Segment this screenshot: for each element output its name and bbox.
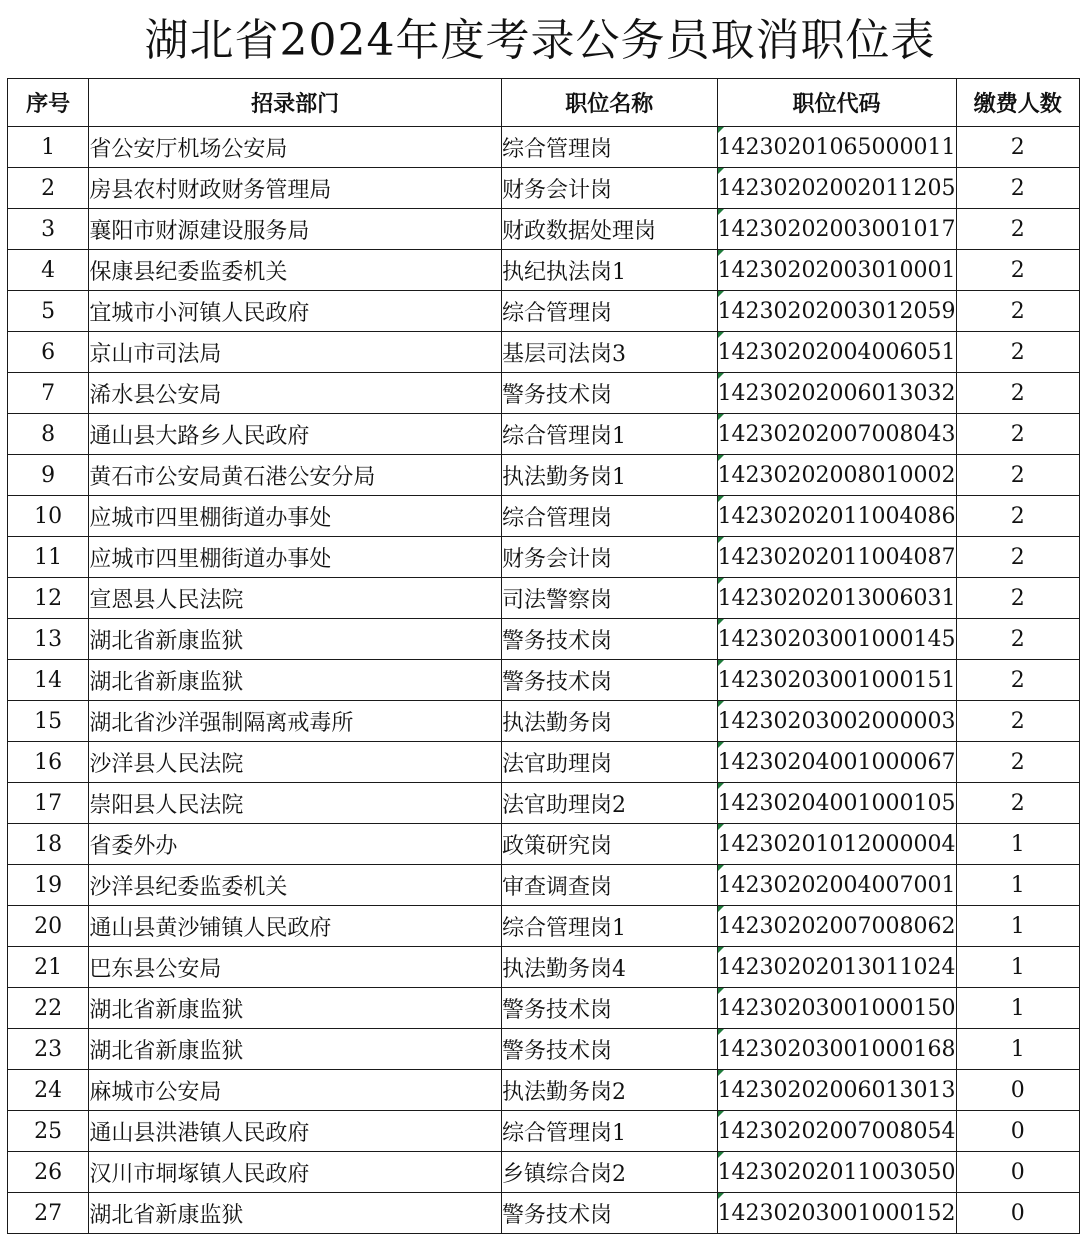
page-title: 湖北省2024年度考录公务员取消职位表: [144, 15, 936, 66]
table-row: [8, 988, 1080, 1029]
paid-count-cell: 2: [956, 250, 1079, 291]
position-name-cell: 司法警察岗: [502, 578, 718, 619]
row-index-cell: 1: [8, 127, 89, 168]
position-name-cell: 执法勤务岗2: [502, 1070, 718, 1111]
position-code-cell: 14230203001000152: [717, 1193, 956, 1234]
table-row: [8, 455, 1080, 496]
position-code-cell: 14230203001000150: [717, 988, 956, 1029]
department-cell: 巴东县公安局: [89, 947, 502, 988]
position-name-cell: 政策研究岗: [502, 824, 718, 865]
paid-count-cell: 2: [956, 783, 1079, 824]
table-row: [8, 332, 1080, 373]
row-index-cell: 10: [8, 496, 89, 537]
paid-count-cell: 1: [956, 824, 1079, 865]
row-index-cell: 2: [8, 168, 89, 209]
table-row: [8, 1070, 1080, 1111]
table-row: [8, 1111, 1080, 1152]
table-row: [8, 127, 1080, 168]
table-row: [8, 619, 1080, 660]
position-code-cell: 14230202008010002: [717, 455, 956, 496]
paid-count-cell: 2: [956, 332, 1079, 373]
position-code-cell: 14230202002011205: [717, 168, 956, 209]
row-index-cell: 14: [8, 660, 89, 701]
position-code-cell: 14230203002000003: [717, 701, 956, 742]
paid-count-cell: 0: [956, 1193, 1079, 1234]
table-row: [8, 742, 1080, 783]
row-index-cell: 3: [8, 209, 89, 250]
position-code-cell: 14230203001000168: [717, 1029, 956, 1070]
table-row: [8, 865, 1080, 906]
position-name-cell: 执法勤务岗: [502, 701, 718, 742]
row-index-cell: 19: [8, 865, 89, 906]
table-row: [8, 1193, 1080, 1234]
table-row: [8, 291, 1080, 332]
department-cell: 沙洋县纪委监委机关: [89, 865, 502, 906]
paid-count-cell: 2: [956, 742, 1079, 783]
department-cell: 通山县大路乡人民政府: [89, 414, 502, 455]
department-cell: 浠水县公安局: [89, 373, 502, 414]
paid-count-cell: 2: [956, 209, 1079, 250]
row-index-cell: 22: [8, 988, 89, 1029]
row-index-cell: 15: [8, 701, 89, 742]
department-cell: 黄石市公安局黄石港公安分局: [89, 455, 502, 496]
table-row: [8, 373, 1080, 414]
position-code-cell: 14230202011003050: [717, 1152, 956, 1193]
paid-count-cell: 0: [956, 1070, 1079, 1111]
paid-count-cell: 2: [956, 291, 1079, 332]
column-header-position: 职位名称: [502, 79, 718, 127]
department-cell: 通山县洪港镇人民政府: [89, 1111, 502, 1152]
position-code-cell: 14230201012000004: [717, 824, 956, 865]
department-cell: 京山市司法局: [89, 332, 502, 373]
row-index-cell: 24: [8, 1070, 89, 1111]
paid-count-cell: 2: [956, 701, 1079, 742]
department-cell: 湖北省新康监狱: [89, 988, 502, 1029]
position-code-cell: 14230202003010001: [717, 250, 956, 291]
position-name-cell: 财务会计岗: [502, 537, 718, 578]
position-name-cell: 财务会计岗: [502, 168, 718, 209]
position-code-cell: 14230203001000151: [717, 660, 956, 701]
department-cell: 沙洋县人民法院: [89, 742, 502, 783]
department-cell: 省公安厅机场公安局: [89, 127, 502, 168]
table-row: [8, 701, 1080, 742]
table-row: [8, 947, 1080, 988]
department-cell: 汉川市垌塚镇人民政府: [89, 1152, 502, 1193]
position-name-cell: 警务技术岗: [502, 988, 718, 1029]
department-cell: 通山县黄沙铺镇人民政府: [89, 906, 502, 947]
row-index-cell: 16: [8, 742, 89, 783]
paid-count-cell: 2: [956, 619, 1079, 660]
paid-count-cell: 2: [956, 660, 1079, 701]
position-name-cell: 审查调查岗: [502, 865, 718, 906]
row-index-cell: 20: [8, 906, 89, 947]
table-row: [8, 537, 1080, 578]
row-index-cell: 12: [8, 578, 89, 619]
paid-count-cell: 2: [956, 537, 1079, 578]
department-cell: 应城市四里棚街道办事处: [89, 496, 502, 537]
table-row: [8, 209, 1080, 250]
position-code-cell: 14230202007008043: [717, 414, 956, 455]
paid-count-cell: 2: [956, 127, 1079, 168]
paid-count-cell: 2: [956, 414, 1079, 455]
position-name-cell: 综合管理岗: [502, 291, 718, 332]
row-index-cell: 11: [8, 537, 89, 578]
position-name-cell: 综合管理岗: [502, 496, 718, 537]
column-header-department: 招录部门: [89, 79, 502, 127]
department-cell: 应城市四里棚街道办事处: [89, 537, 502, 578]
position-name-cell: 执法勤务岗4: [502, 947, 718, 988]
row-index-cell: 23: [8, 1029, 89, 1070]
department-cell: 湖北省新康监狱: [89, 660, 502, 701]
position-code-cell: 14230202013006031: [717, 578, 956, 619]
position-code-cell: 14230202011004086: [717, 496, 956, 537]
header-row: [8, 79, 1080, 127]
position-code-cell: 14230203001000145: [717, 619, 956, 660]
paid-count-cell: 2: [956, 496, 1079, 537]
position-name-cell: 警务技术岗: [502, 1193, 718, 1234]
position-code-cell: 14230202007008062: [717, 906, 956, 947]
department-cell: 宣恩县人民法院: [89, 578, 502, 619]
table-row: [8, 414, 1080, 455]
paid-count-cell: 2: [956, 168, 1079, 209]
department-cell: 崇阳县人民法院: [89, 783, 502, 824]
paid-count-cell: 1: [956, 865, 1079, 906]
department-cell: 襄阳市财源建设服务局: [89, 209, 502, 250]
position-code-cell: 14230204001000067: [717, 742, 956, 783]
column-header-paid: 缴费人数: [956, 79, 1079, 127]
position-name-cell: 综合管理岗1: [502, 414, 718, 455]
row-index-cell: 25: [8, 1111, 89, 1152]
row-index-cell: 17: [8, 783, 89, 824]
position-code-cell: 14230202006013013: [717, 1070, 956, 1111]
row-index-cell: 13: [8, 619, 89, 660]
position-name-cell: 综合管理岗: [502, 127, 718, 168]
table-row: [8, 1152, 1080, 1193]
paid-count-cell: 2: [956, 578, 1079, 619]
row-index-cell: 9: [8, 455, 89, 496]
table-row: [8, 824, 1080, 865]
table-row: [8, 250, 1080, 291]
position-code-cell: 14230202003012059: [717, 291, 956, 332]
position-code-cell: 14230202003001017: [717, 209, 956, 250]
column-header-index: 序号: [8, 79, 89, 127]
department-cell: 湖北省新康监狱: [89, 1193, 502, 1234]
department-cell: 湖北省沙洋强制隔离戒毒所: [89, 701, 502, 742]
column-header-code: 职位代码: [717, 79, 956, 127]
department-cell: 湖北省新康监狱: [89, 619, 502, 660]
paid-count-cell: 1: [956, 906, 1079, 947]
row-index-cell: 8: [8, 414, 89, 455]
position-name-cell: 执纪执法岗1: [502, 250, 718, 291]
table-row: [8, 578, 1080, 619]
department-cell: 房县农村财政财务管理局: [89, 168, 502, 209]
department-cell: 省委外办: [89, 824, 502, 865]
position-name-cell: 法官助理岗2: [502, 783, 718, 824]
position-code-cell: 14230202006013032: [717, 373, 956, 414]
position-name-cell: 财政数据处理岗: [502, 209, 718, 250]
position-name-cell: 警务技术岗: [502, 373, 718, 414]
position-code-cell: 14230204001000105: [717, 783, 956, 824]
department-cell: 保康县纪委监委机关: [89, 250, 502, 291]
position-name-cell: 综合管理岗1: [502, 1111, 718, 1152]
paid-count-cell: 0: [956, 1111, 1079, 1152]
position-code-cell: 14230202007008054: [717, 1111, 956, 1152]
row-index-cell: 6: [8, 332, 89, 373]
paid-count-cell: 2: [956, 455, 1079, 496]
position-name-cell: 警务技术岗: [502, 1029, 718, 1070]
position-name-cell: 乡镇综合岗2: [502, 1152, 718, 1193]
paid-count-cell: 2: [956, 373, 1079, 414]
row-index-cell: 5: [8, 291, 89, 332]
position-name-cell: 基层司法岗3: [502, 332, 718, 373]
position-code-cell: 14230202004007001: [717, 865, 956, 906]
table-row: [8, 906, 1080, 947]
position-code-cell: 14230202011004087: [717, 537, 956, 578]
position-name-cell: 警务技术岗: [502, 660, 718, 701]
table-row: [8, 660, 1080, 701]
position-code-cell: 14230202004006051: [717, 332, 956, 373]
department-cell: 麻城市公安局: [89, 1070, 502, 1111]
department-cell: 宜城市小河镇人民政府: [89, 291, 502, 332]
table-row: [8, 168, 1080, 209]
department-cell: 湖北省新康监狱: [89, 1029, 502, 1070]
table-row: [8, 783, 1080, 824]
row-index-cell: 21: [8, 947, 89, 988]
position-name-cell: 法官助理岗: [502, 742, 718, 783]
position-name-cell: 警务技术岗: [502, 619, 718, 660]
row-index-cell: 26: [8, 1152, 89, 1193]
position-name-cell: 综合管理岗1: [502, 906, 718, 947]
table-body: [8, 127, 1080, 1234]
row-index-cell: 7: [8, 373, 89, 414]
row-index-cell: 27: [8, 1193, 89, 1234]
table-row: [8, 1029, 1080, 1070]
paid-count-cell: 0: [956, 1152, 1079, 1193]
cancelled-positions-table: [7, 78, 1080, 1234]
paid-count-cell: 1: [956, 947, 1079, 988]
paid-count-cell: 1: [956, 1029, 1079, 1070]
position-code-cell: 14230201065000011: [717, 127, 956, 168]
table-row: [8, 496, 1080, 537]
row-index-cell: 18: [8, 824, 89, 865]
row-index-cell: 4: [8, 250, 89, 291]
position-name-cell: 执法勤务岗1: [502, 455, 718, 496]
position-code-cell: 14230202013011024: [717, 947, 956, 988]
paid-count-cell: 1: [956, 988, 1079, 1029]
